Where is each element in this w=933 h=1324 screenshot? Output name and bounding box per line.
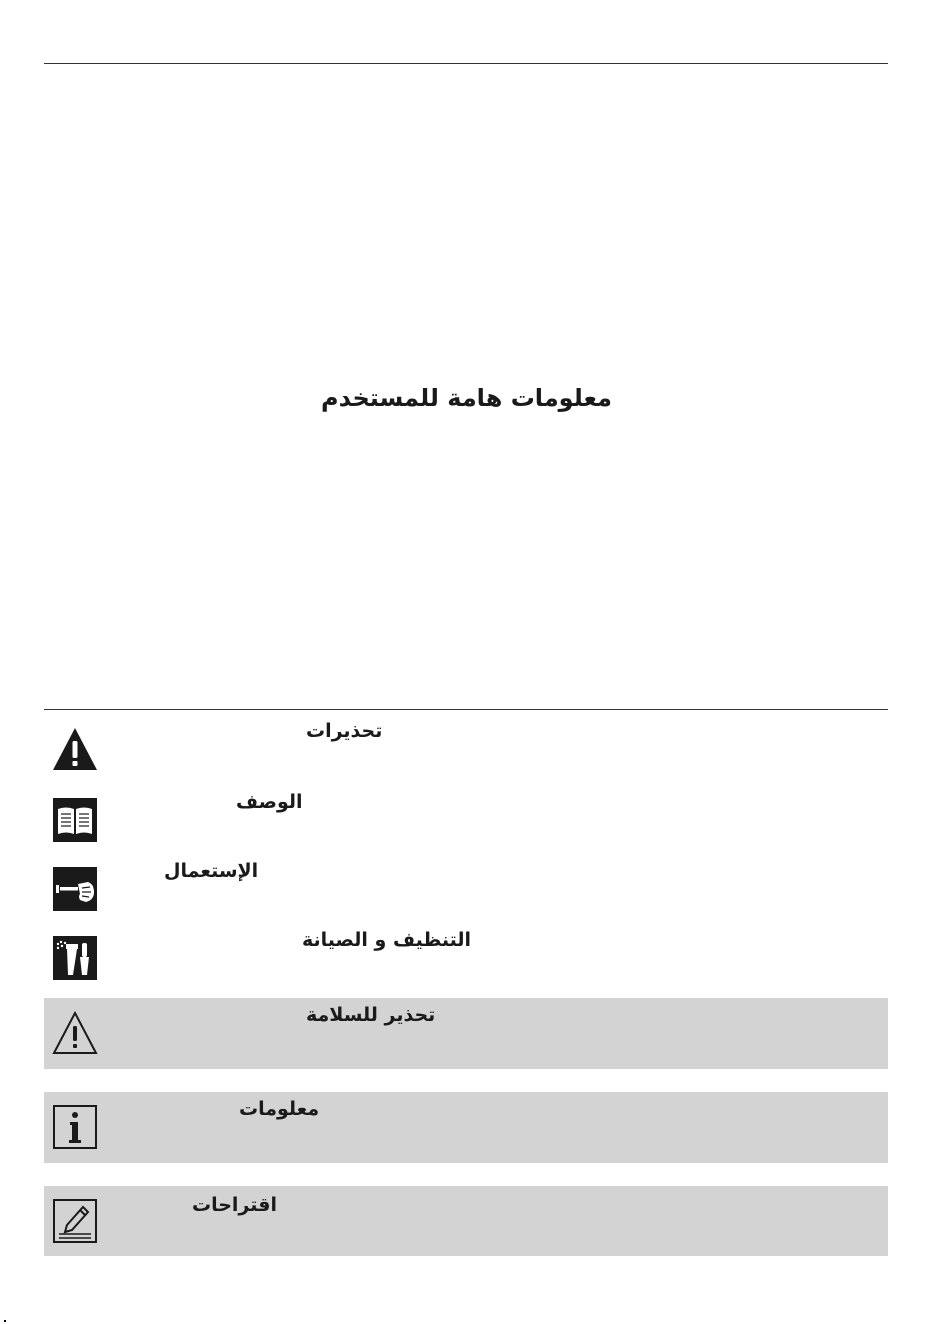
legend-label-description: الوصف xyxy=(236,791,303,813)
section-rule xyxy=(44,709,888,710)
page-title: معلومات هامة للمستخدم xyxy=(321,384,612,412)
pencil-note-icon xyxy=(52,1198,98,1244)
warning-triangle-icon xyxy=(52,726,98,772)
legend-label-cleaning: التنظيف و الصيانة xyxy=(302,929,472,951)
warning-outline-icon xyxy=(52,1010,98,1056)
spray-brush-icon xyxy=(52,935,98,981)
legend-row-cleaning xyxy=(44,931,888,983)
corner-mark xyxy=(4,1320,6,1322)
legend-row-description xyxy=(44,793,888,845)
legend-label-use: الإستعمال xyxy=(164,860,259,882)
legend-label-safety-warning: تحذير للسلامة xyxy=(306,1004,436,1026)
legend-label-suggestions: اقتراحات xyxy=(192,1194,277,1216)
legend-label-warnings: تحذيرات xyxy=(306,720,383,742)
hand-pointing-icon xyxy=(52,866,98,912)
legend-row-safety-warning xyxy=(44,998,888,1069)
legend-row-suggestions xyxy=(44,1186,888,1256)
legend-row-information xyxy=(44,1092,888,1163)
legend-row-use xyxy=(44,862,888,914)
open-book-icon xyxy=(52,797,98,843)
legend-row-warnings xyxy=(44,722,888,778)
info-icon xyxy=(52,1104,98,1150)
legend-label-information: معلومات xyxy=(239,1098,320,1120)
top-rule xyxy=(44,63,888,64)
